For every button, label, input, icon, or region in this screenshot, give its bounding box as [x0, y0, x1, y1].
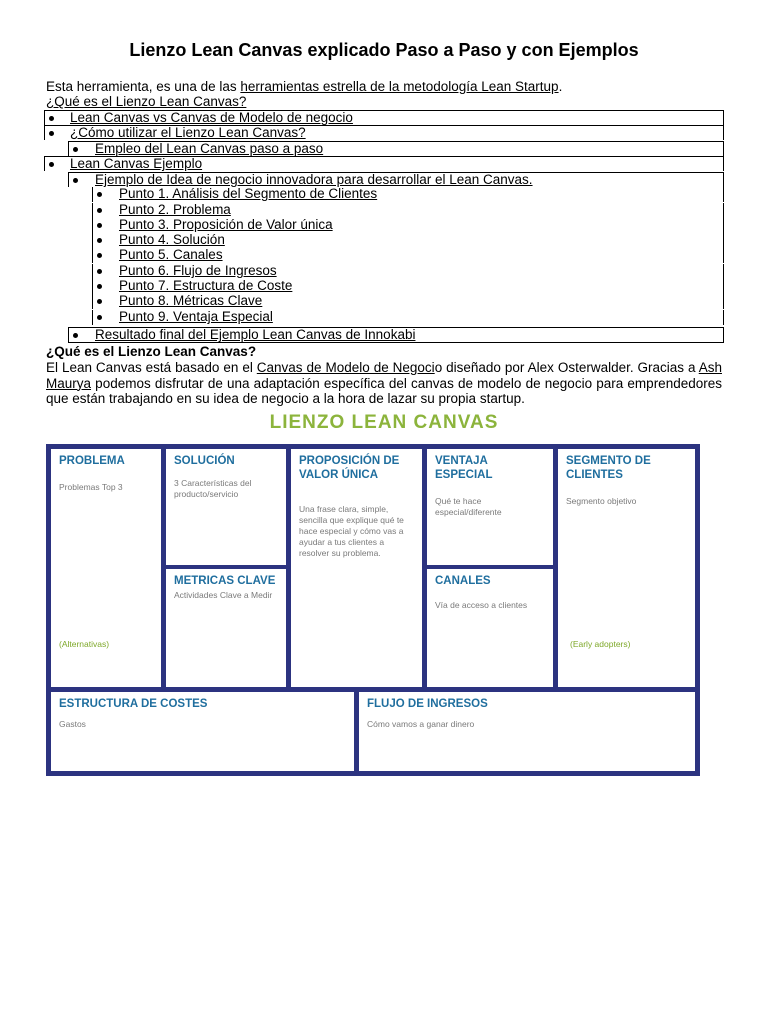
toc-item[interactable]	[92, 203, 724, 218]
bullet-icon	[97, 315, 102, 320]
toc-item[interactable]	[44, 110, 724, 125]
cell-text: Problemas Top 3	[59, 482, 123, 492]
cell-text: Una frase clara, simple, sencilla que explique qué te hace especial y cómo vas a ayudar a tus clientes a resolver su problema.	[299, 504, 404, 558]
cell-text: Qué te hace especial/diferente	[435, 496, 502, 517]
cell-text: Cómo vamos a ganar dinero	[367, 719, 475, 729]
cell-text: Gastos	[59, 719, 86, 729]
intro-text-end: .	[558, 79, 563, 94]
cell-costes	[51, 692, 354, 771]
cell-canales	[427, 569, 553, 687]
paragraph-text: o diseñado por Alex Osterwalder. Gracias a	[434, 360, 699, 375]
cell-heading: METRICAS CLAVE	[174, 575, 276, 587]
bullet-icon	[97, 284, 102, 289]
bullet-icon	[97, 208, 102, 213]
cell-text: Segmento objetivo	[566, 496, 637, 506]
bullet-icon	[97, 299, 102, 304]
toc-item[interactable]	[44, 125, 724, 140]
cell-heading: SOLUCIÓN	[174, 455, 235, 467]
cell-text: Actividades Clave a Medir	[174, 590, 273, 600]
lean-canvas-figure	[46, 444, 700, 776]
cell-heading: VENTAJA ESPECIAL	[435, 455, 493, 481]
toc-item[interactable]	[92, 279, 724, 294]
toc-item-label[interactable]: Punto 9. Ventaja Especial	[119, 309, 273, 324]
cell-text: 3 Características del producto/servicio	[174, 478, 252, 499]
paragraph-text: podemos disfrutar de una adaptación específica del canvas de modelo de negocio para emprendedores que están trabajando en su idea de negocio a la hora de lazar su propia startup.	[46, 375, 722, 406]
cell-propuesta	[291, 449, 422, 687]
cell-text: Vía de acceso a clientes	[435, 600, 528, 610]
toc-item-label[interactable]: Punto 5. Canales	[119, 247, 223, 262]
intro-paragraph	[46, 360, 722, 407]
cell-segmento	[558, 449, 695, 687]
toc-item-label[interactable]: Punto 2. Problema	[119, 202, 231, 217]
toc-heading-link[interactable]: ¿Qué es el Lienzo Lean Canvas?	[46, 94, 247, 109]
bullet-icon	[73, 178, 78, 183]
bullet-icon	[73, 333, 78, 338]
toc-item-label[interactable]: Lean Canvas Ejemplo	[70, 156, 203, 171]
toc-item[interactable]	[92, 294, 724, 309]
bullet-icon	[73, 147, 78, 152]
page-title: Lienzo Lean Canvas explicado Paso a Paso y con Ejemplos	[129, 40, 639, 60]
toc-item[interactable]	[92, 264, 724, 279]
toc-item[interactable]	[44, 156, 724, 171]
paragraph-text: El Lean Canvas está basado en el	[46, 360, 257, 375]
intro-line	[46, 79, 562, 94]
cell-ingresos	[359, 692, 695, 771]
toc-item-label[interactable]: Punto 3. Proposición de Valor única	[119, 217, 333, 232]
canvas-title: LIENZO LEAN CANVAS	[269, 412, 499, 433]
toc-item[interactable]	[92, 187, 724, 202]
bullet-icon	[97, 223, 102, 228]
toc-item-label[interactable]: Ejemplo de Idea de negocio innovadora para desarrollar el Lean Canvas.	[95, 172, 533, 187]
cell-heading: CANALES	[435, 575, 491, 587]
toc-item[interactable]	[92, 248, 724, 263]
bullet-icon	[49, 131, 54, 136]
bullet-icon	[97, 192, 102, 197]
cell-ventaja	[427, 449, 553, 565]
toc-item-label[interactable]: Resultado final del Ejemplo Lean Canvas de Innokabi	[95, 327, 416, 342]
toc-item-label[interactable]: Empleo del Lean Canvas paso a paso	[95, 141, 324, 156]
intro-text: Esta herramienta, es una de las	[46, 79, 241, 94]
cell-heading: PROBLEMA	[59, 455, 125, 467]
toc-item-label[interactable]: Punto 7. Estructura de Coste	[119, 278, 293, 293]
cell-heading: SEGMENTO DE CLIENTES	[566, 455, 651, 481]
cell-problema	[51, 449, 161, 687]
cell-note: (Alternativas)	[59, 639, 110, 649]
bullet-icon	[97, 238, 102, 243]
intro-link[interactable]: herramientas estrella de la metodología Lean Startup	[240, 79, 559, 94]
toc-item-label[interactable]: Punto 1. Análisis del Segmento de Clientes	[119, 186, 378, 201]
cell-heading: FLUJO DE INGRESOS	[367, 698, 488, 710]
cell-solucion	[166, 449, 286, 565]
toc-item-label[interactable]: Punto 8. Métricas Clave	[119, 293, 263, 308]
toc-item[interactable]	[68, 327, 724, 343]
cell-note: (Early adopters)	[570, 639, 631, 649]
bullet-icon	[97, 269, 102, 274]
canvas-modelo-link[interactable]: Canvas de Modelo de Negoci	[256, 360, 435, 375]
toc-item[interactable]	[92, 233, 724, 248]
toc-item[interactable]	[68, 172, 724, 187]
toc-item-label[interactable]: Punto 6. Flujo de Ingresos	[119, 263, 277, 278]
toc-item[interactable]	[68, 141, 724, 156]
toc-item[interactable]	[92, 218, 724, 233]
cell-heading: ESTRUCTURA DE COSTES	[59, 698, 208, 710]
toc-item-label[interactable]: ¿Cómo utilizar el Lienzo Lean Canvas?	[70, 125, 306, 140]
cell-metricas	[166, 569, 286, 687]
ash-maurya-link[interactable]: Ash Maurya	[46, 360, 722, 391]
toc-item-label[interactable]: Lean Canvas vs Canvas de Modelo de negocio	[70, 110, 353, 125]
cell-heading: PROPOSICIÓN DE VALOR ÚNICA	[299, 455, 400, 481]
bullet-icon	[49, 116, 54, 121]
toc-item-label[interactable]: Punto 4. Solución	[119, 232, 225, 247]
section-heading: ¿Qué es el Lienzo Lean Canvas?	[46, 344, 257, 359]
bullet-icon	[49, 162, 54, 167]
toc-item[interactable]	[92, 310, 724, 325]
bullet-icon	[97, 253, 102, 258]
